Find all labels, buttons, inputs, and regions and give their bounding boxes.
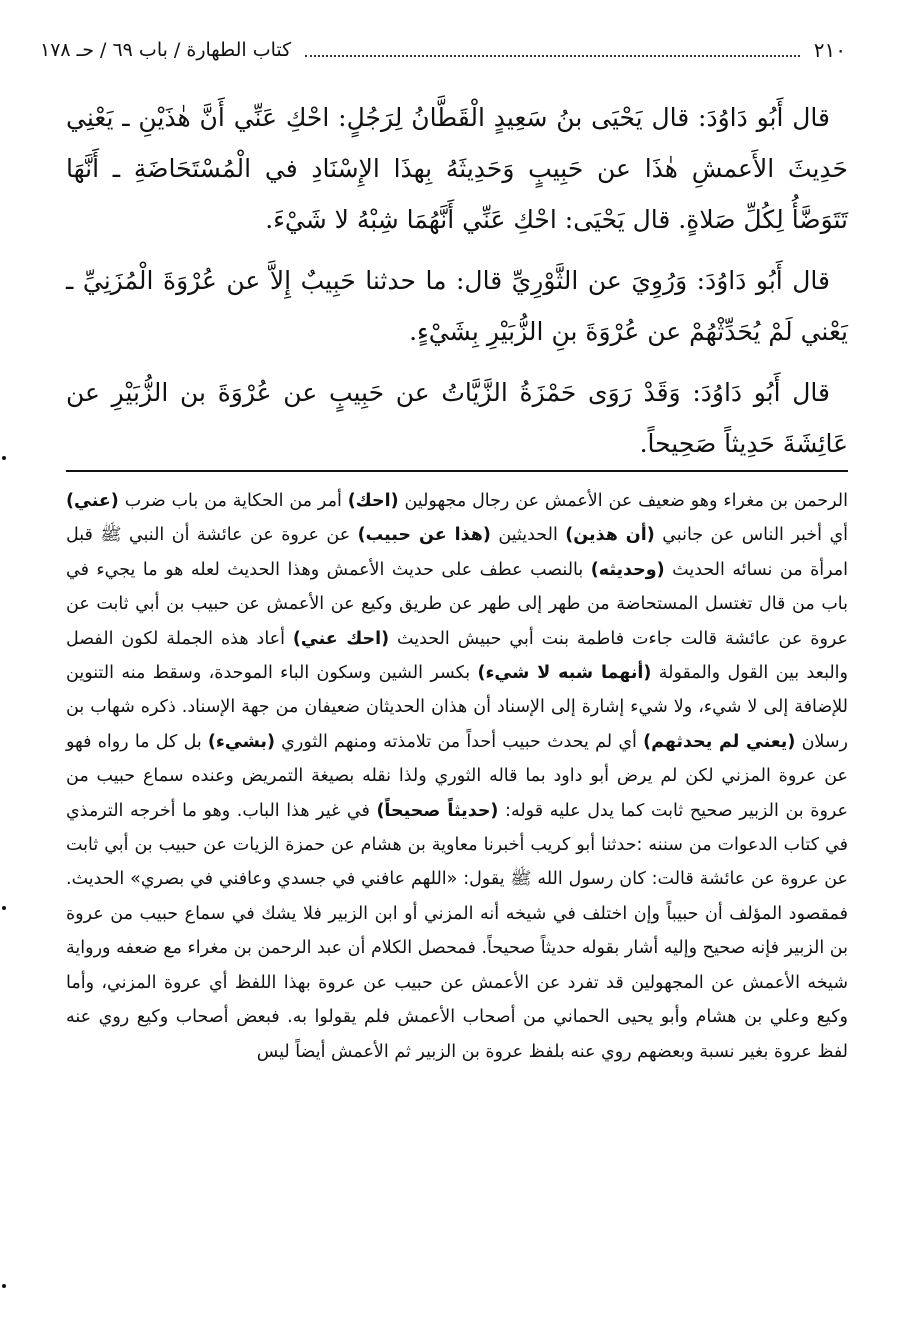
main-paragraph: قال أَبُو دَاوُدَ: وَقَدْ رَوَى حَمْزَةُ الزَّيَّاتُ عن حَبِيبٍ عن عُرْوَةَ بن الزُّبَيْرِ عن عَائِشَةَ حَدِيثاً صَحِيحاً. bbox=[66, 378, 848, 458]
note-text: أي أخبر الناس عن جانبي bbox=[654, 525, 848, 546]
note-text: بالنصب عطف على حديث الأعمش وهذا الحديث لعله هو ما يجيء في باب من قال تغتسل المستحاضة من طهر إلى طهر عن طريق وكيع عن الأعمش عن حبيب بن أبي ثابت عن عروة عن عائشة قالت جاءت فاطمة بنت أبي حبيش الحديث bbox=[66, 559, 848, 649]
note-lemma: (أن هذين) bbox=[565, 525, 655, 546]
note-lemma: (وحديثه) bbox=[590, 559, 665, 580]
note-text: في غير هذا الباب. وهو ما أخرجه الترمذي في كتاب الدعوات من سننه :حدثنا أبو كريب أخبرنا معاوية بن هشام عن حمزة الزيات عن حبيب بن أبي ثابت عن عروة عن عائشة قالت: كان رسول الله ﷺ يقول: «اللهم عافني في جسدي وعافني في بصري» الحديث. فمقصود المؤلف أن حبيباً وإن اختلف في شيخه أنه المزني أو ابن الزبير فلا يشك في سماع حبيب من عروة بن الزبير فإنه صحيح وإليه أشار بقوله حديثاً صحيحاً. فمحصل الكلام أن عبد الرحمن بن مغراء مع ضعفه ورواية شيخه الأعمش عن المجهولين قد تفرد عن الأعمش عن حبيب عن عروة بهذا اللفظ أي عروة المزني، وأما وكيع وعلي بن هشام وأبو يحيى الحماني من أصحاب الأعمش فلم يقولوا به. فبعض أصحاب وكيع روي عنه لفظ عروة بغير نسبة وبعضهم روي عنه بلفظ عروة بن الزبير ثم الأعمش أيضاً ليس bbox=[66, 800, 848, 1062]
note-text: الحديثين bbox=[490, 525, 566, 546]
scan-margin-mark bbox=[2, 456, 6, 460]
scan-margin-mark bbox=[2, 1284, 6, 1288]
footnote-separator-rule bbox=[66, 470, 848, 472]
note-lemma: (أنهما شبه لا شيء) bbox=[477, 663, 652, 684]
note-lemma: (هذا عن حبيب) bbox=[357, 525, 491, 546]
note-text: بل كل ما رواه فهو عن عروة المزني لكن لم يرض أبو داود بما قاله الثوري ولذا نقله بصيغة التمريض وعنده سماع حبيب من عروة بن الزبير صحيح ثابت كما يدل عليه قوله: bbox=[66, 731, 848, 821]
note-lemma: (بشيء) bbox=[207, 731, 275, 752]
main-text bbox=[66, 92, 848, 479]
chapter-title: كتاب الطهارة / باب ٦٩ / حـ ١٧٨ bbox=[40, 39, 292, 61]
note-lemma: (احك) bbox=[347, 491, 399, 511]
note-text: أعاد هذه الجملة لكون الفصل والبعد بين القول والمقولة bbox=[66, 628, 848, 684]
note-text: الرحمن بن مغراء وهو ضعيف عن الأعمش عن رجال مجهولين bbox=[398, 491, 848, 511]
commentary-notes bbox=[66, 484, 848, 1069]
note-lemma: (عني) bbox=[66, 491, 119, 511]
main-paragraph: قال أَبُو دَاوُدَ: وَرُوِيَ عن الثَّوْرِيِّ قال: ما حدثنا حَبِيبٌ إِلاَّ عن عُرْوَةَ الْمُزَنِيِّ ـ يَعْني لَمْ يُحَدِّثْهُمْ عن عُرْوَةَ بنِ الزُّبَيْرِ بِشَيْءٍ. bbox=[66, 266, 848, 346]
note-text: عن عروة عن عائشة أن النبي ﷺ قبل امرأة من نسائه الحديث bbox=[66, 525, 848, 580]
main-paragraph: قال أَبُو دَاوُدَ: قال يَحْيَى بنُ سَعِيدٍ الْقَطَّانُ لِرَجُلٍ: احْكِ عَنِّي أَنَّ هٰذَيْنِ ـ يَعْنِي حَدِيثَ الأَعمشِ هٰذَا عن حَبِيبٍ وَحَدِيثَهُ بِهذَا الإِسْنَادِ في الْمُسْتَحَاضَةِ ـ أَنَّهَا تَتَوَضَّأُ لِكُلِّ صَلاةٍ. قال يَحْيَى: احْكِ عَنِّي أَنَّهُمَا شِبْهُ لا شَيْءَ. bbox=[66, 103, 848, 234]
header-dotted-leader bbox=[305, 55, 800, 57]
note-lemma: (حديثاً صحيحاً) bbox=[376, 800, 499, 821]
note-text: بكسر الشين وسكون الباء الموحدة، وسقط منه التنوين للإضافة إلى لا شيء، ولا شيء إشارة إلى الإسناد أن هذان الحديثان ضعيفان من جهة الإسناد. ذكره شهاب بن رسلان bbox=[66, 663, 848, 752]
note-lemma: (احك عني) bbox=[292, 628, 390, 649]
note-text: أمر من الحكاية من باب ضرب bbox=[118, 491, 348, 511]
scan-margin-mark bbox=[2, 906, 6, 910]
page-number: ٢١٠ bbox=[813, 38, 846, 62]
note-text: أي لم يحدث حبيب أحداً من تلامذته ومنهم الثوري bbox=[274, 731, 644, 752]
note-lemma: (يعني لم يحدثهم) bbox=[643, 731, 796, 752]
running-header bbox=[40, 34, 846, 66]
commentary-paragraph bbox=[66, 484, 848, 1069]
